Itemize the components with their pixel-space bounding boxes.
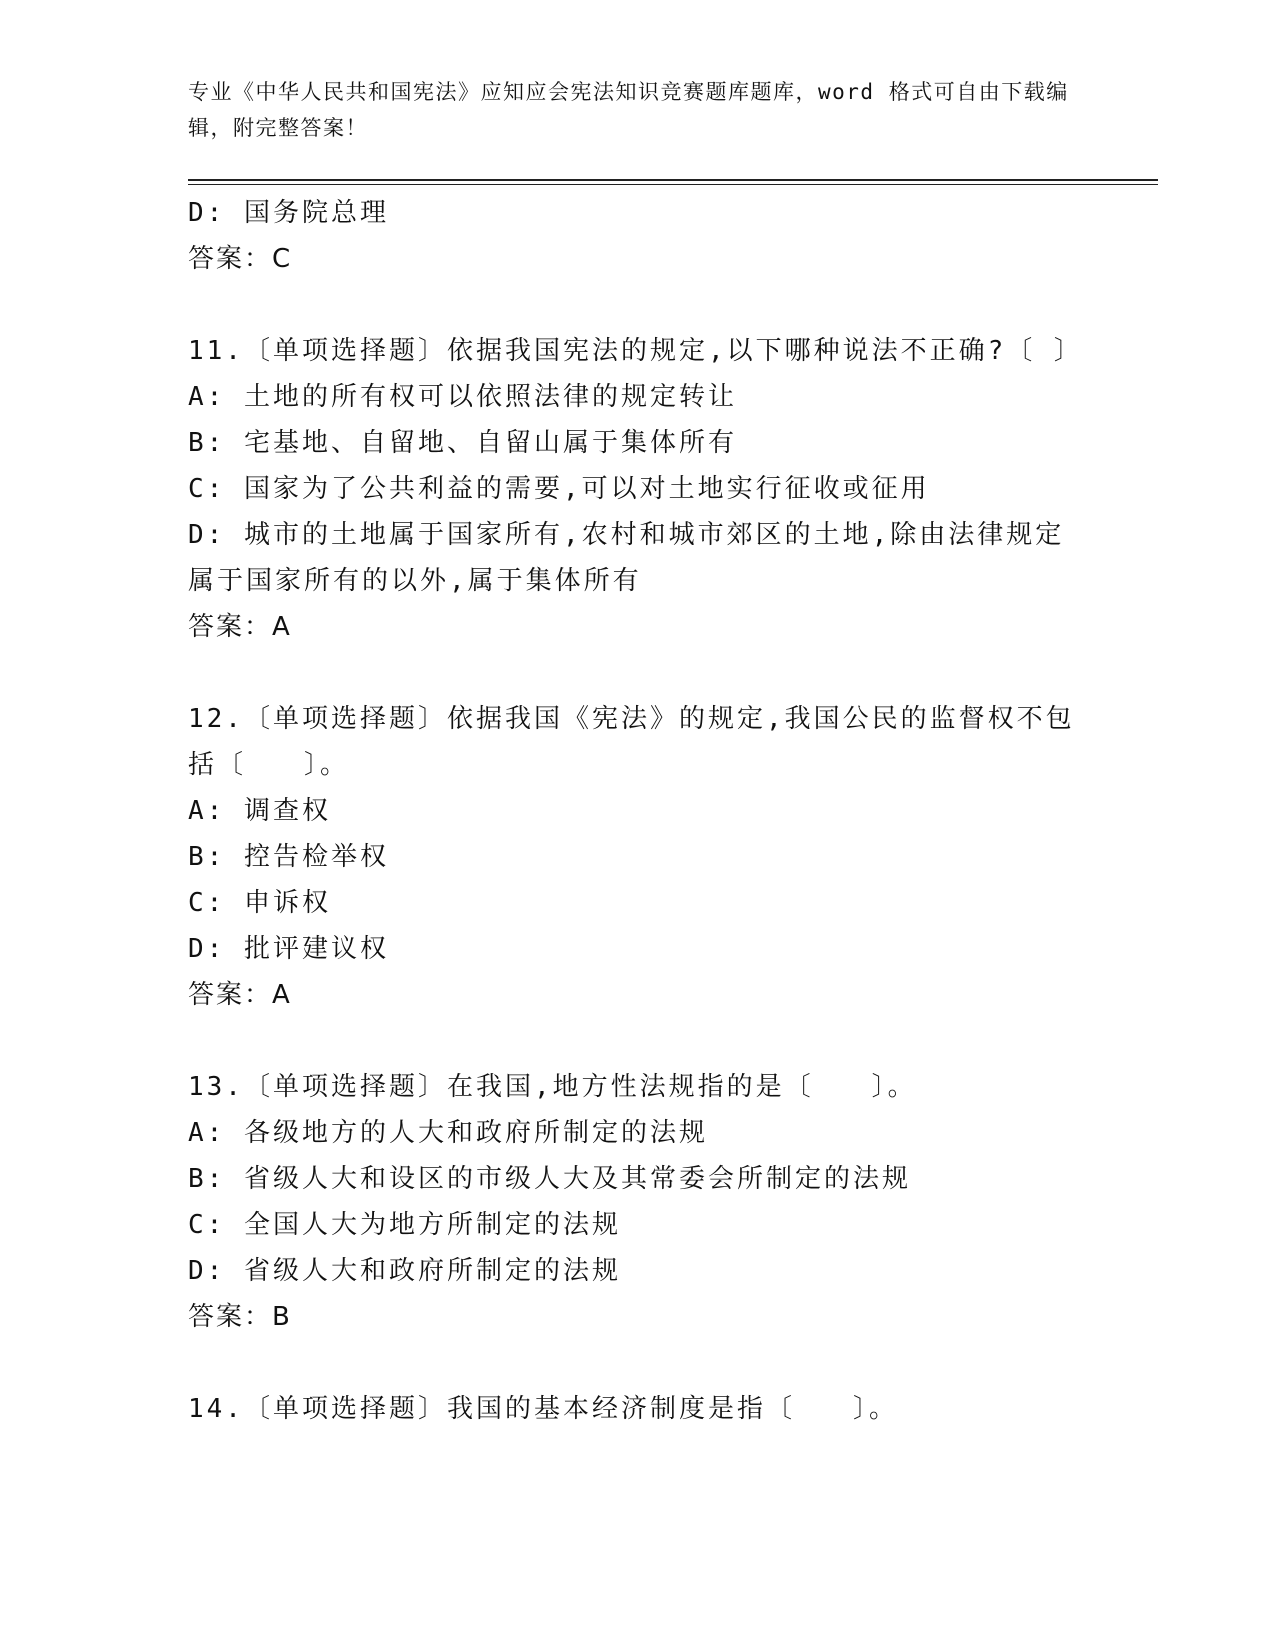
question-11 <box>188 328 1093 650</box>
option-b: B: 省级人大和设区的市级人大及其常委会所制定的法规 <box>188 1164 911 1194</box>
answer: 答案：B <box>188 1302 292 1332</box>
question-stem: 12.〔单项选择题〕依据我国《宪法》的规定,我国公民的监督权不包括〔 〕。 <box>188 704 1075 780</box>
option-a: A: 各级地方的人大和政府所制定的法规 <box>188 1118 708 1148</box>
option-a: A: 土地的所有权可以依照法律的规定转让 <box>188 382 737 412</box>
question-stem: 11.〔单项选择题〕依据我国宪法的规定,以下哪种说法不正确?〔 〕 <box>188 336 1083 366</box>
option-c: C: 全国人大为地方所制定的法规 <box>188 1210 621 1240</box>
question-13 <box>188 1064 1093 1340</box>
header-divider <box>188 179 1158 181</box>
question-content <box>188 190 1093 1432</box>
answer: 答案：A <box>188 980 292 1010</box>
question-12 <box>188 696 1093 1018</box>
option-a: A: 调查权 <box>188 796 331 826</box>
option-d: D: 批评建议权 <box>188 934 389 964</box>
option-b: B: 控告检举权 <box>188 842 389 872</box>
option-c: C: 国家为了公共利益的需要,可以对土地实行征收或征用 <box>188 474 930 504</box>
previous-question-tail <box>188 190 1093 282</box>
question-stem: 13.〔单项选择题〕在我国,地方性法规指的是〔 〕。 <box>188 1072 917 1102</box>
option-d: D: 省级人大和政府所制定的法规 <box>188 1256 621 1286</box>
header-divider-thin <box>188 184 1158 185</box>
option-c: C: 申诉权 <box>188 888 331 918</box>
answer: 答案：A <box>188 612 292 642</box>
page-header: 专业《中华人民共和国宪法》应知应会宪法知识竞赛题库题库，word 格式可自由下载编辑，附完整答案！ <box>188 80 1069 140</box>
question-14 <box>188 1386 1093 1432</box>
option-d: D: 城市的土地属于国家所有,农村和城市郊区的土地,除由法律规定属于国家所有的以外,属于集体所有 <box>188 520 1065 596</box>
answer: 答案：C <box>188 244 293 274</box>
option-d: D: 国务院总理 <box>188 198 389 228</box>
question-stem: 14.〔单项选择题〕我国的基本经济制度是指〔 〕。 <box>188 1394 898 1424</box>
option-b: B: 宅基地、自留地、自留山属于集体所有 <box>188 428 737 458</box>
